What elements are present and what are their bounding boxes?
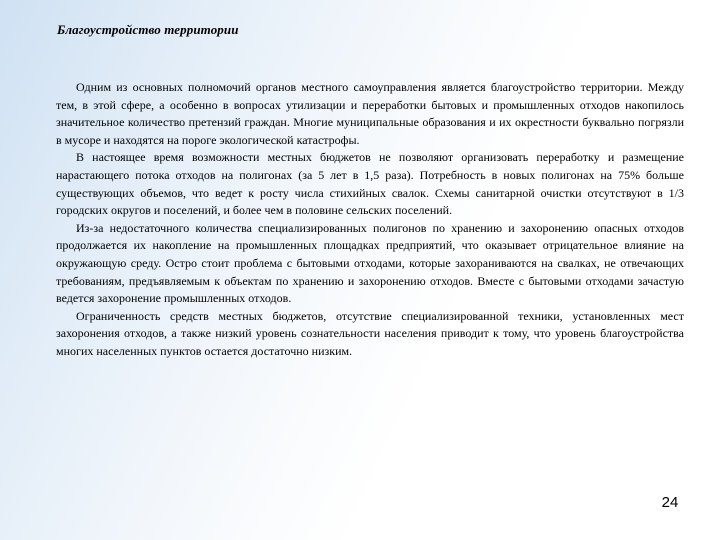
page-number: 24 bbox=[661, 494, 679, 511]
body-text bbox=[56, 79, 684, 361]
paragraph-1: Одним из основных полномочий органов местного самоуправления является благоустройство территории. Между тем, в этой сфере, а особенно в вопросах утилизации и переработки бытовых и промышленных отходов накопилось значительное количество претензий граждан. Многие муниципальные образования и их окрестности буквально погрязли в мусоре и находятся на пороге экологической катастрофы. bbox=[56, 80, 684, 147]
paragraph-4: Ограниченность средств местных бюджетов, отсутствие специализированной техники, установленных мест захоронения отходов, а также низкий уровень сознательности населения приводит к тому, что уровень благоустройства многих населенных пунктов остается достаточно низким. bbox=[56, 308, 684, 358]
paragraph-2: В настоящее время возможности местных бюджетов не позволяют организовать переработку и размещение нарастающего потока отходов на полигонах (за 5 лет в 1,5 раза). Потребность в новых полигонах на 75% больше существующих объемов, что ведет к росту числа стихийных свалок. Схемы санитарной очистки отсутствуют в 1/3 городских округов и поселений, и более чем в половине сельских поселений. bbox=[56, 150, 684, 218]
slide-title: Благоустройство территории bbox=[57, 22, 239, 37]
paragraph-3: Из-за недостаточного количества специализированных полигонов по хранению и захоронению опасных отходов продолжается их накопление на промышленных площадках предприятий, что оказывает отрицательное влияние на окружающую среду. Остро стоит проблема с бытовыми отходами, которые захораниваются на свалках, не отвечающих требованиям, предъявляемым к объектам по хранению и захоронению отходов. Вместе с бытовыми отходами зачастую ведется захоронение промышленных отходов. bbox=[56, 220, 684, 306]
